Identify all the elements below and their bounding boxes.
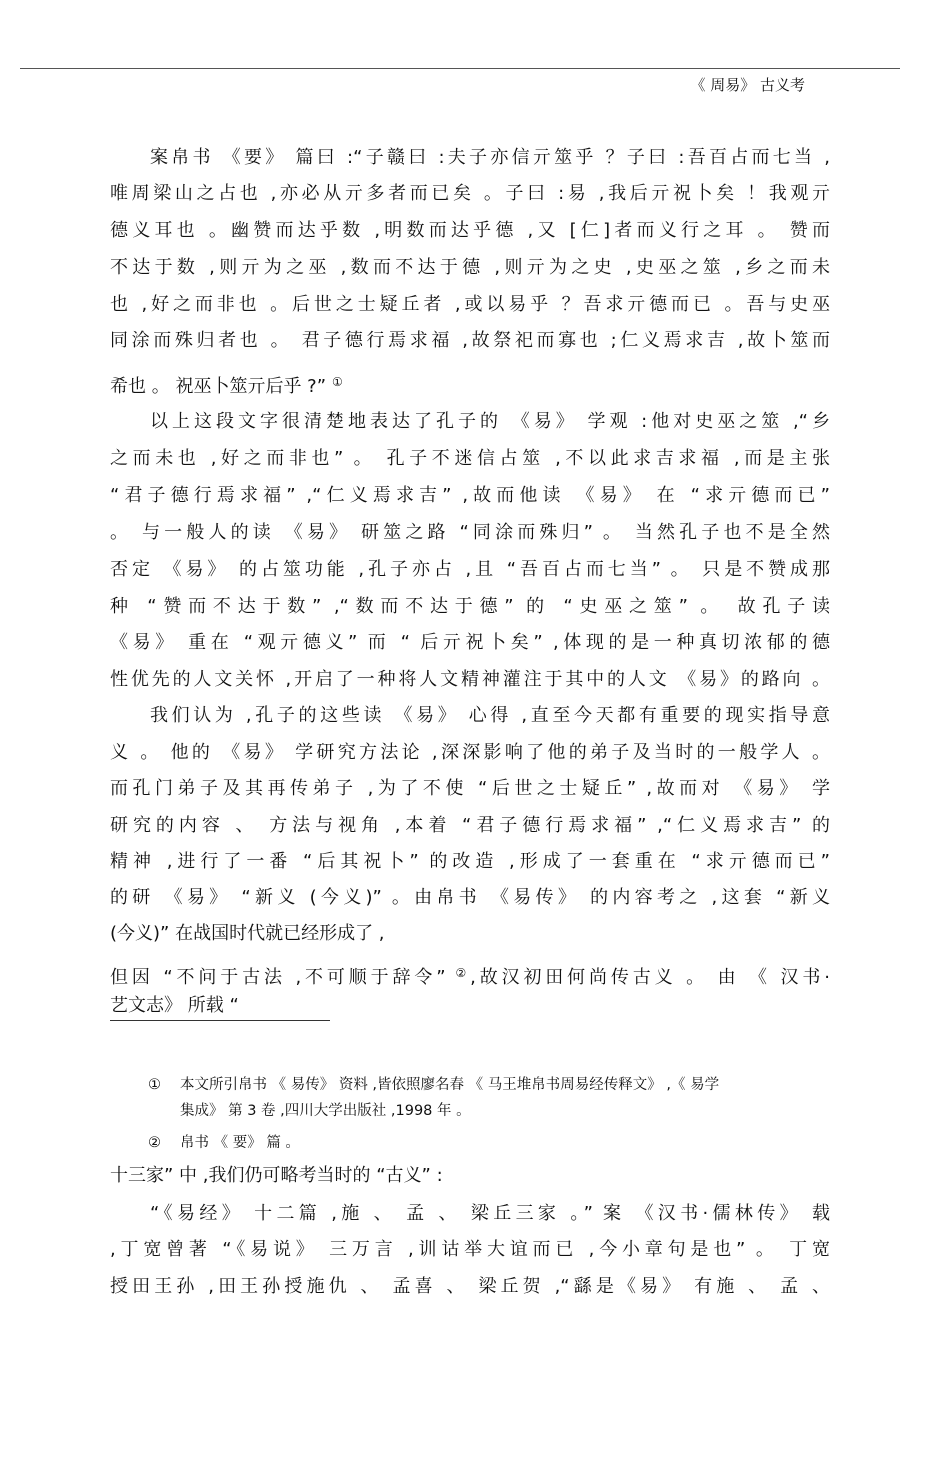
- p5-line: 十三家” 中 ,我们仍可略考当时的 “古义” :: [110, 1165, 443, 1186]
- p4-line: 艺文志》 所载 “: [110, 995, 239, 1016]
- p1-line: 希也 。 祝巫卜筮亓后乎 ?”: [110, 376, 327, 397]
- p1-line: 不达于数 ,则亓为之巫 ,数而不达于德 ,则亓为之史 ,史巫之筮 ,乡之而未: [110, 257, 830, 278]
- footnote-text: 帛书 《 要》 篇 。: [180, 1135, 300, 1151]
- p2-line: 《易》 重在 “观亓德义” 而 “ 后亓祝卜矣” ,体现的是一种真切浓郁的德: [110, 632, 830, 653]
- p2-line: 以上这段文字很清楚地表达了孔子的 《易》 学观 :他对史巫之筮 ,“乡: [150, 411, 830, 432]
- p5-line: ,丁宽曾著 “《易说》 三万言 ,训诂举大谊而已 ,今小章句是也” 。 丁宽: [110, 1239, 830, 1260]
- p1-line: 唯周梁山之占也 ,亦必从亓多者而已矣 。子曰 :易 ,我后亓祝卜矣 ！我观亓: [110, 183, 830, 204]
- footnote-text: 集成》 第 3 卷 ,四川大学出版社 ,1998 年 。: [180, 1103, 471, 1119]
- p5-line: 授田王孙 ,田王孙授施仇 、 孟喜 、 梁丘贺 ,“繇是《易》 有施 、 孟 、: [110, 1276, 830, 1297]
- p1-line: 案帛书 《要》 篇曰 :“子赣曰 :夫子亦信亓筮乎 ？子曰 :吾百占而七当 ,: [150, 147, 830, 168]
- header-rule: [20, 68, 900, 69]
- footnote-ref-1[interactable]: ①: [332, 375, 343, 389]
- p2-line: 否定 《易》 的占筮功能 ,孔子亦占 ,且 “吾百占而七当” 。 只是不赞成那: [110, 559, 830, 580]
- p3-line: 而孔门弟子及其再传弟子 ,为了不使 “后世之士疑丘” ,故而对 《易》 学: [110, 778, 830, 799]
- p2-line: 。 与一般人的读 《易》 研筮之路 “同涂而殊归” 。 当然孔子也不是全然: [110, 522, 830, 543]
- p1-line: 德义耳也 。幽赞而达乎数 ,明数而达乎德 ,又 [仁]者而义行之耳 。 赞而: [110, 220, 830, 241]
- footnote-rule: [110, 1020, 330, 1021]
- p3-line: 精神 ,进行了一番 “后其祝卜” 的改造 ,形成了一套重在 “求亓德而已”: [110, 851, 830, 872]
- p2-line: 种 “赞而不达于数” ,“数而不达于德” 的 “史巫之筮” 。 故孔子读: [110, 596, 830, 617]
- p2-line: “君子德行焉求福” ,“仁义焉求吉” ,故而他读 《易》 在 “求亓德而已”: [110, 485, 830, 506]
- p3-line: 我们认为 ,孔子的这些读 《易》 心得 ,直至今天都有重要的现实指导意: [150, 705, 830, 726]
- p3-line: 义 。 他的 《易》 学研究方法论 ,深深影响了他的弟子及当时的一般学人 。: [110, 742, 830, 763]
- footnote-1: [148, 1075, 719, 1095]
- p1-line: 也 ,好之而非也 。后世之士疑丘者 ,或以易乎 ？吾求亓德而已 。吾与史巫: [110, 294, 830, 315]
- p1-line: 同涂而殊归者也 。 君子德行焉求福 ,故祭祀而寡也 ;仁义焉求吉 ,故卜筮而: [110, 330, 830, 351]
- footnote-mark: ①: [148, 1077, 161, 1093]
- p2-line: 之而未也 ,好之而非也” 。 孔子不迷信占筮 ,不以此求吉求福 ,而是主张: [110, 448, 830, 469]
- running-title: 《 周易》 古义考: [690, 76, 805, 94]
- p4-line: ,故汉初田何尚传古义 。 由 《 汉书·: [470, 967, 830, 988]
- p2-line: 性优先的人文关怀 ,开启了一种将人文精神灌注于其中的人文 《易》的路向 。: [110, 669, 830, 690]
- p3-line: 研究的内容 、 方法与视角 ,本着 “君子德行焉求福” ,“仁义焉求吉” 的: [110, 815, 830, 836]
- footnote-text: 本文所引帛书 《 易传》 资料 ,皆依照廖名春 《 马王堆帛书周易经传释文》 ,《 易学: [180, 1077, 720, 1093]
- p4-line: 但因 “不问于古法 ,不可顺于辞令”: [110, 967, 446, 988]
- p5-line: “《易经》 十二篇 ,施 、 孟 、 梁丘三家 。” 案 《汉书·儒林传》 载: [150, 1203, 830, 1224]
- footnote-2: [148, 1133, 300, 1153]
- footnote-ref-2[interactable]: ②: [451, 966, 471, 980]
- footnote-mark: ②: [148, 1135, 161, 1151]
- p3-line: 的研 《易》 “新义 (今义)” 。由帛书 《易传》 的内容考之 ,这套 “新义: [110, 887, 830, 908]
- p3-line: (今义)” 在战国时代就已经形成了 ,: [110, 923, 385, 944]
